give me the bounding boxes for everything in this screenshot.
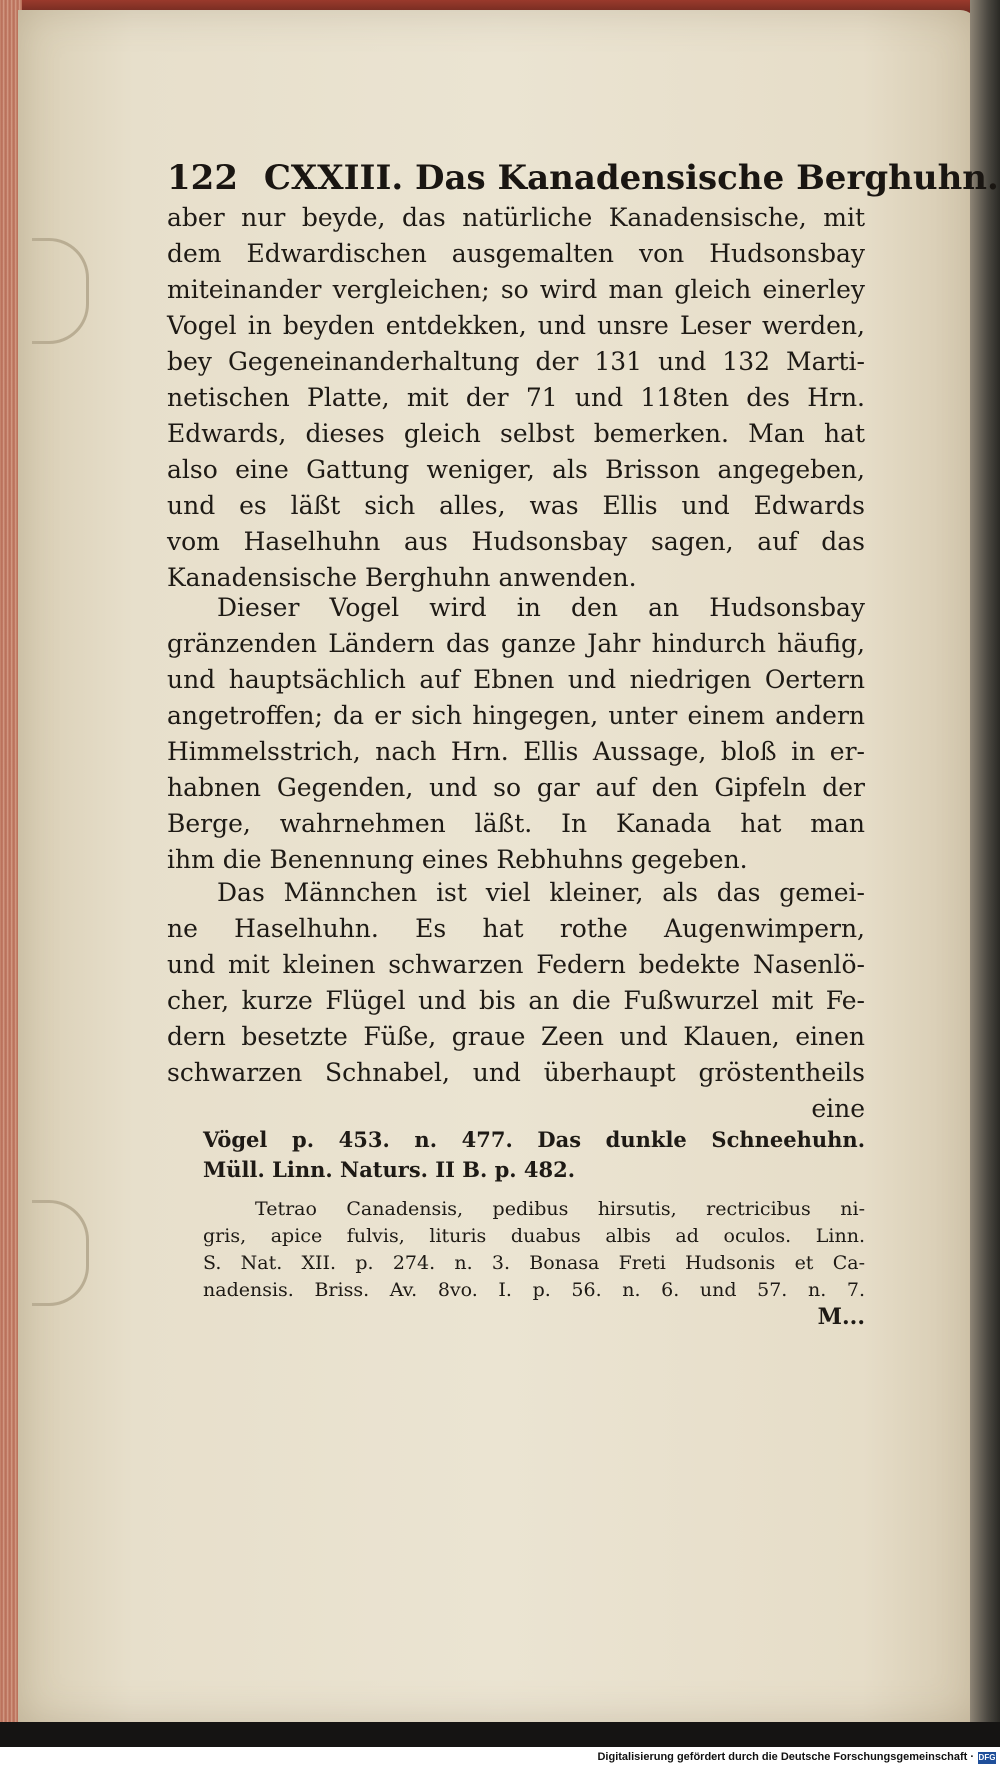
text-line: dern besetzte Füße, graue Zeen und Klauen, einen [167, 1022, 865, 1051]
text-line: Edwards, dieses gleich selbst bemerken. Man hat [167, 419, 865, 448]
footnote-line: nadensis. Briss. Av. 8vo. I. p. 56. n. 6. und 57. n. 7. [203, 1279, 865, 1301]
text-line: cher, kurze Flügel und bis an die Fußwurzel mit Fe- [167, 986, 865, 1015]
footnote-line: S. Nat. XII. p. 274. n. 3. Bonasa Freti Hudsonis et Ca- [203, 1252, 865, 1274]
page-number: 122 [167, 158, 238, 198]
chapter-title: CXXIII. Das Kanadensische Berghuhn. [263, 158, 999, 198]
footnote-1 [167, 1125, 865, 1185]
paragraph-1 [167, 200, 865, 596]
text-line: und mit kleinen schwarzen Federn bedekte Nasenlö- [167, 950, 865, 979]
text-line: also eine Gattung weniger, als Brisson angegeben, [167, 455, 865, 484]
text-line: und hauptsächlich auf Ebnen und niedrigen Oertern [167, 665, 865, 694]
footnote-line: Müll. Linn. Naturs. II B. p. 482. [203, 1157, 576, 1182]
footnote-2 [167, 1196, 865, 1331]
text-line: ihm die Benennung eines Rebhuhns gegeben. [167, 845, 748, 874]
text-line: Vogel in beyden entdekken, und unsre Leser werden, [167, 311, 865, 340]
text-line: schwarzen Schnabel, und überhaupt gröstentheils [167, 1058, 865, 1087]
dfg-logo-icon: DFG [978, 1753, 996, 1762]
paragraph-3 [167, 875, 865, 1127]
text-line: netischen Platte, mit der 71 und 118ten des Hrn. [167, 383, 865, 412]
footer-bar [0, 1747, 1000, 1769]
text-line: ne Haselhuhn. Es hat rothe Augenwimpern, [167, 914, 865, 943]
text-line: vom Haselhuhn aus Hudsonsbay sagen, auf das [167, 527, 865, 556]
text-line: Dieser Vogel wird in den an Hudsonsbay [217, 593, 865, 622]
text-line: angetroffen; da er sich hingegen, unter einem andern [167, 701, 865, 730]
text-line: aber nur beyde, das natürliche Kanadensische, mit [167, 203, 865, 232]
footnote-line: Tetrao Canadensis, pedibus hirsutis, rectricibus ni- [255, 1198, 865, 1220]
funding-credit: Digitalisierung gefördert durch die Deutsche Forschungsgemeinschaft · [597, 1751, 974, 1763]
footnote-line: gris, apice fulvis, lituris duabus albis ad oculos. Linn. [203, 1225, 865, 1247]
text-line: gränzenden Ländern das ganze Jahr hindurch häufig, [167, 629, 865, 658]
signature-mark: M... [817, 1304, 865, 1330]
catchword: eine [811, 1094, 865, 1123]
text-line: und es läßt sich alles, was Ellis und Edwards [167, 491, 865, 520]
text-line: habnen Gegenden, und so gar auf den Gipfeln der [167, 773, 865, 802]
text-line: Das Männchen ist viel kleiner, als das gemei- [217, 878, 865, 907]
clip-mark-bottom [32, 1200, 89, 1306]
text-line: dem Edwardischen ausgemalten von Hudsonsbay [167, 239, 865, 268]
book-binding-edge [970, 0, 1000, 1769]
footnote-line: Vögel p. 453. n. 477. Das dunkle Schneehuhn. [203, 1127, 865, 1152]
text-line: bey Gegeneinanderhaltung der 131 und 132 Marti- [167, 347, 865, 376]
text-line: Himmelsstrich, nach Hrn. Ellis Aussage, bloß in er- [167, 737, 865, 766]
page-header [167, 158, 999, 198]
paragraph-2 [167, 590, 865, 878]
clip-mark-top [32, 238, 89, 344]
text-line: Kanadensische Berghuhn anwenden. [167, 563, 637, 592]
text-line: Berge, wahrnehmen läßt. In Kanada hat man [167, 809, 865, 838]
scan-background [0, 1722, 1000, 1747]
text-line: miteinander vergleichen; so wird man gleich einerley [167, 275, 865, 304]
